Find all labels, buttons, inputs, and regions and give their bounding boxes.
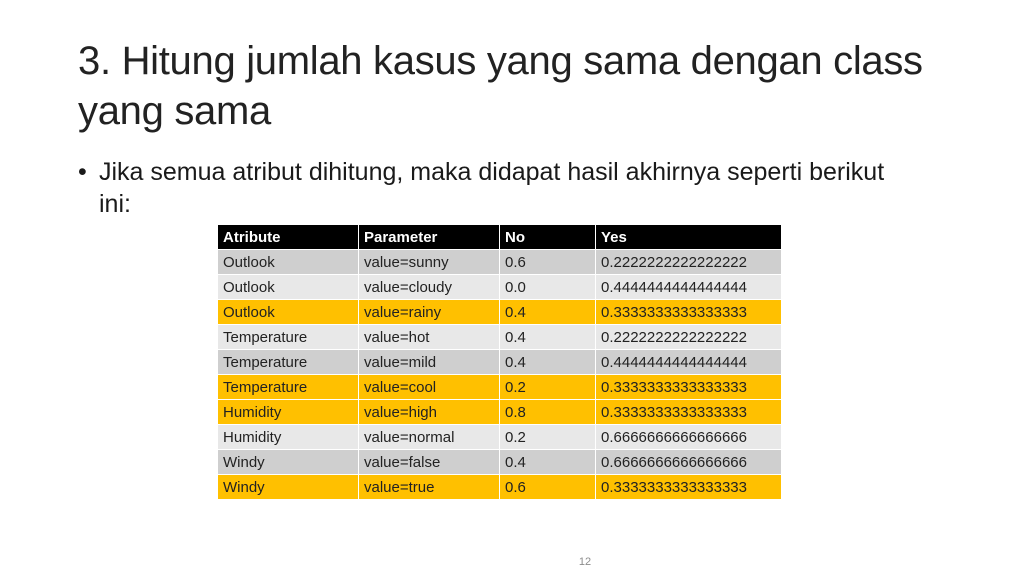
cell-yes: 0.6666666666666666 <box>596 450 782 475</box>
cell-parameter: value=true <box>359 475 500 500</box>
cell-parameter: value=normal <box>359 425 500 450</box>
table-row <box>218 450 782 475</box>
cell-no: 0.4 <box>500 350 596 375</box>
cell-atribute: Humidity <box>218 400 359 425</box>
cell-parameter: value=mild <box>359 350 500 375</box>
table-header-row <box>218 225 782 250</box>
header-atribute: Atribute <box>218 225 359 250</box>
bullet-list <box>78 156 898 220</box>
table-row <box>218 350 782 375</box>
cell-yes: 0.3333333333333333 <box>596 400 782 425</box>
probability-table <box>217 224 782 500</box>
cell-atribute: Windy <box>218 475 359 500</box>
cell-no: 0.6 <box>500 250 596 275</box>
cell-atribute: Humidity <box>218 425 359 450</box>
cell-yes: 0.6666666666666666 <box>596 425 782 450</box>
cell-yes: 0.2222222222222222 <box>596 325 782 350</box>
cell-parameter: value=hot <box>359 325 500 350</box>
header-no: No <box>500 225 596 250</box>
cell-atribute: Outlook <box>218 250 359 275</box>
cell-atribute: Temperature <box>218 350 359 375</box>
table-row <box>218 375 782 400</box>
table-row <box>218 400 782 425</box>
table-row <box>218 300 782 325</box>
cell-no: 0.4 <box>500 300 596 325</box>
cell-parameter: value=rainy <box>359 300 500 325</box>
header-yes: Yes <box>596 225 782 250</box>
cell-atribute: Temperature <box>218 375 359 400</box>
cell-yes: 0.3333333333333333 <box>596 375 782 400</box>
cell-parameter: value=sunny <box>359 250 500 275</box>
cell-no: 0.0 <box>500 275 596 300</box>
cell-atribute: Windy <box>218 450 359 475</box>
cell-yes: 0.4444444444444444 <box>596 275 782 300</box>
table-row <box>218 475 782 500</box>
cell-atribute: Outlook <box>218 275 359 300</box>
cell-yes: 0.2222222222222222 <box>596 250 782 275</box>
cell-yes: 0.3333333333333333 <box>596 300 782 325</box>
cell-parameter: value=false <box>359 450 500 475</box>
bullet-dot-icon: • <box>78 158 87 186</box>
cell-atribute: Temperature <box>218 325 359 350</box>
cell-no: 0.2 <box>500 375 596 400</box>
slide-title: 3. Hitung jumlah kasus yang sama dengan class yang sama <box>78 39 923 133</box>
cell-no: 0.4 <box>500 450 596 475</box>
header-parameter: Parameter <box>359 225 500 250</box>
cell-no: 0.6 <box>500 475 596 500</box>
cell-parameter: value=high <box>359 400 500 425</box>
cell-no: 0.4 <box>500 325 596 350</box>
table-row <box>218 250 782 275</box>
cell-atribute: Outlook <box>218 300 359 325</box>
cell-no: 0.8 <box>500 400 596 425</box>
table-row <box>218 275 782 300</box>
cell-yes: 0.4444444444444444 <box>596 350 782 375</box>
table-row <box>218 425 782 450</box>
cell-yes: 0.3333333333333333 <box>596 475 782 500</box>
page-number: 12 <box>578 556 592 568</box>
cell-parameter: value=cloudy <box>359 275 500 300</box>
cell-parameter: value=cool <box>359 375 500 400</box>
table-row <box>218 325 782 350</box>
bullet-text: Jika semua atribut dihitung, maka didapat hasil akhirnya seperti berikut ini: <box>99 158 885 218</box>
bullet-item <box>78 156 898 220</box>
cell-no: 0.2 <box>500 425 596 450</box>
